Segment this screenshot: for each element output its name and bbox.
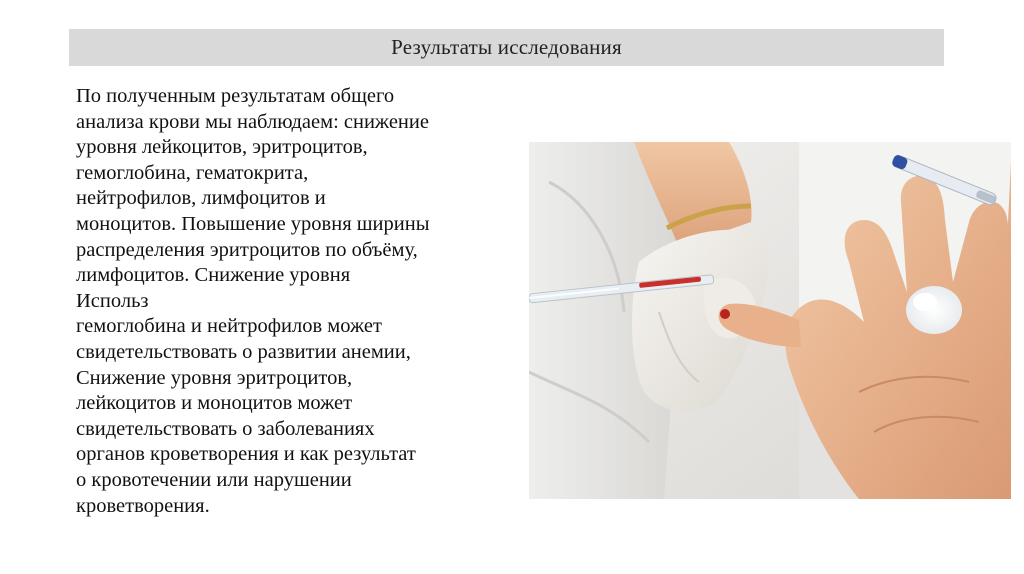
title-bar xyxy=(69,29,944,66)
body-line: свидетельствовать о заболеваниях xyxy=(76,417,375,440)
slide-title: Результаты исследования xyxy=(391,35,622,59)
body-line: моноцитов. Повышение уровня ширины xyxy=(76,212,430,235)
body-line: лимфоцитов. Снижение уровня xyxy=(76,264,351,287)
body-line: анализа крови мы наблюдаем: снижение xyxy=(76,110,429,133)
body-line: Использ xyxy=(76,289,149,312)
body-line: нейтрофилов, лимфоцитов и xyxy=(76,187,326,210)
body-line: гемоглобина, гематокрита, xyxy=(76,161,309,184)
body-line: уровня лейкоцитов, эритроцитов, xyxy=(76,136,368,159)
body-line: органов кроветворения и как результат xyxy=(76,443,416,466)
body-line: По полученным результатам общего xyxy=(76,85,395,107)
body-line: о кровотечении или нарушении xyxy=(76,468,352,491)
body-line: гемоглобина и нейтрофилов может xyxy=(76,315,382,338)
body-line: лейкоцитов и моноцитов может xyxy=(76,392,353,415)
body-line: Снижение уровня эритроцитов, xyxy=(76,366,353,389)
blood-test-photo xyxy=(529,142,1011,499)
body-line: кроветворения. xyxy=(76,494,210,517)
body-line: распределения эритроцитов по объёму, xyxy=(76,238,418,261)
body-text xyxy=(76,84,528,519)
body-line: свидетельствовать о развитии анемии, xyxy=(76,340,411,363)
